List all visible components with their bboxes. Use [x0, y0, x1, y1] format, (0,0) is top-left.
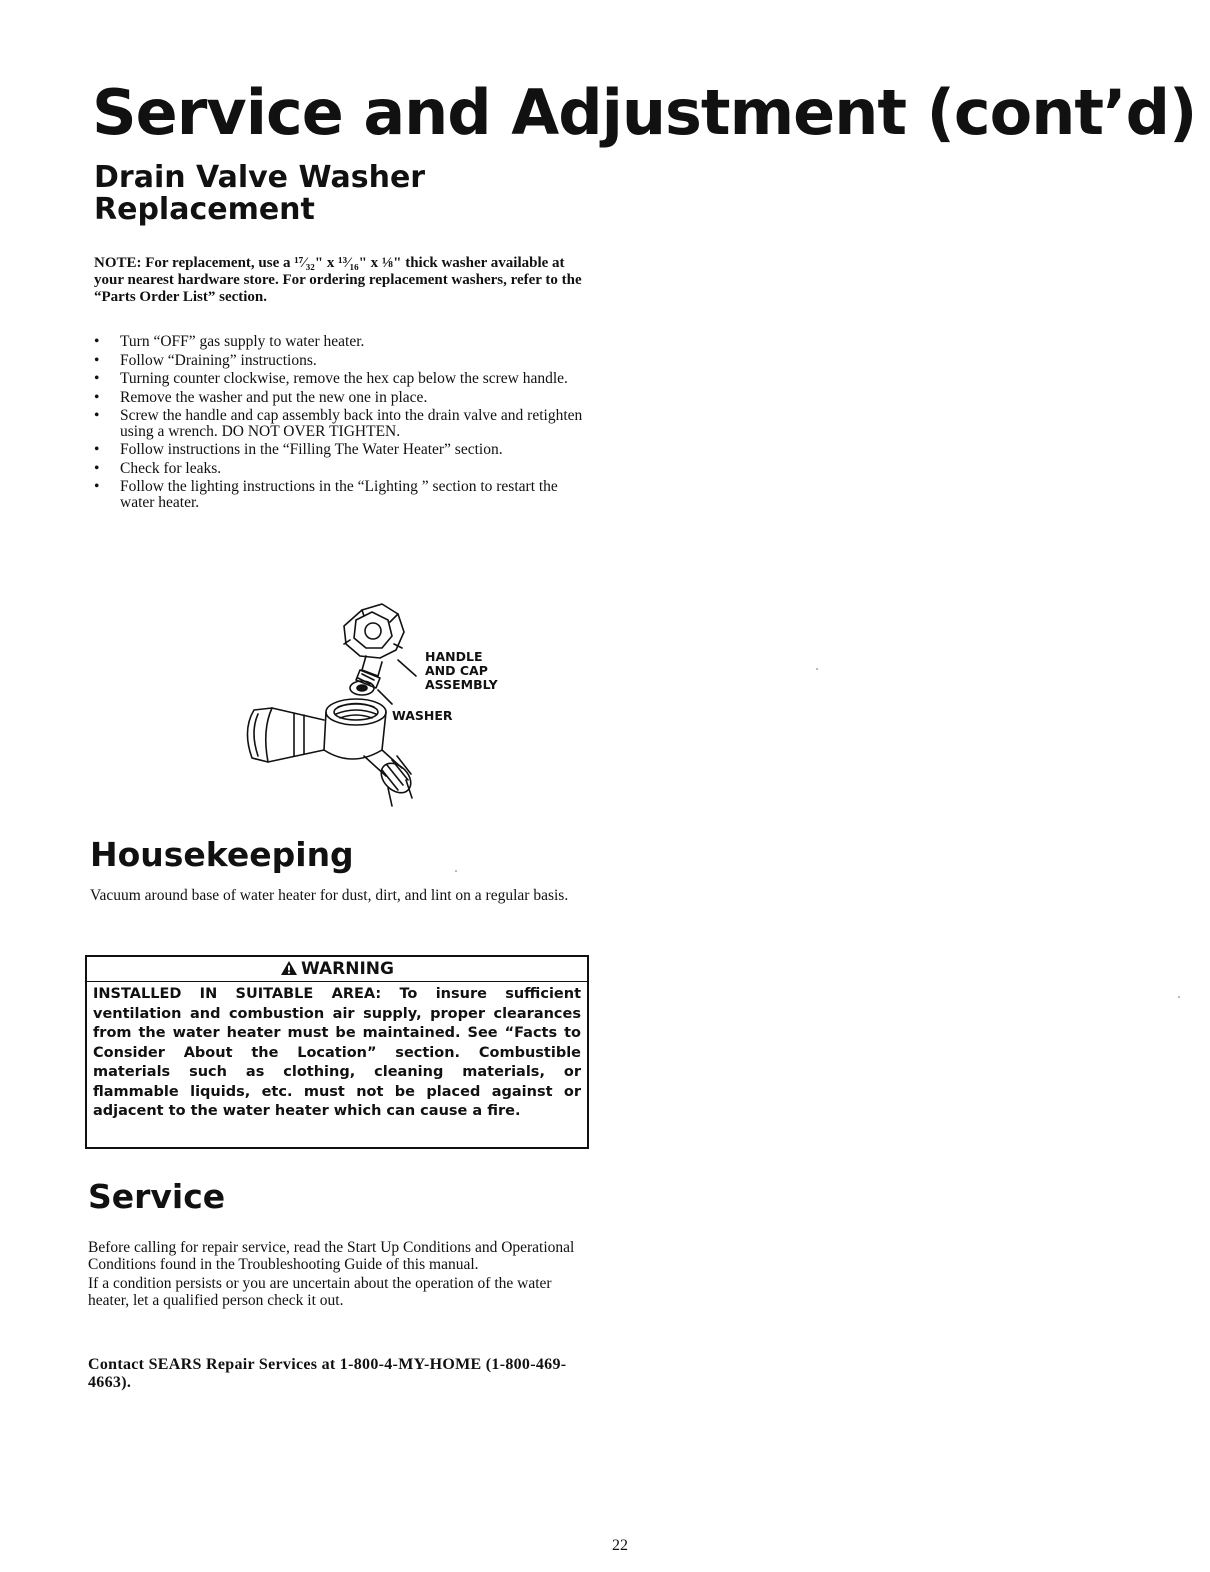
step-item: • Remove the washer and put the new one in place.: [94, 390, 596, 406]
handle-leader-line: [398, 660, 416, 676]
scan-speck: [816, 668, 818, 670]
warning-box: [85, 955, 589, 1149]
replacement-steps-list: [94, 334, 596, 513]
step-item: • Follow the lighting instructions in the “Lighting ” section to restart the water heater.: [94, 479, 596, 510]
step-item: • Screw the handle and cap assembly back into the drain valve and retighten using a wrench. DO NOT OVER TIGHTEN.: [94, 408, 596, 439]
step-item: • Check for leaks.: [94, 461, 596, 477]
service-paragraph-2: If a condition persists or you are uncertain about the operation of the water heater, let a qualified person check it out.: [88, 1275, 552, 1309]
step-item: • Follow instructions in the “Filling The Water Heater” section.: [94, 442, 596, 458]
step-item: • Turn “OFF” gas supply to water heater.: [94, 334, 596, 350]
page-number: 22: [612, 1537, 628, 1554]
step-item: • Turning counter clockwise, remove the hex cap below the screw handle.: [94, 371, 596, 387]
callout-handle-line1: HANDLE: [425, 649, 483, 664]
drain-valve-heading: [94, 162, 425, 225]
warning-text: INSTALLED IN SUITABLE AREA: To insure sufficient ventilation and combustion air supply, proper clearances from the water heater must be maintained. See “Facts to Consider About the Location” section. Combustible materials such as clothing, cleaning materials, or flammable liquids, etc. must not be placed against or adjacent to the water heater which can cause a fire.: [93, 986, 581, 1119]
housekeeping-text: Vacuum around base of water heater for dust, dirt, and lint on a regular basis.: [90, 887, 569, 904]
service-heading: Service: [88, 1177, 226, 1216]
washer-leader-line: [378, 690, 392, 704]
step-item: • Follow “Draining” instructions.: [94, 353, 596, 369]
warning-header: [87, 957, 587, 982]
drain-valve-illustration: [232, 600, 552, 810]
warning-triangle-icon: [280, 960, 298, 976]
housekeeping-heading: Housekeeping: [90, 835, 354, 874]
drain-valve-heading-line1: Drain Valve Washer: [94, 160, 426, 195]
callout-washer: WASHER: [392, 708, 453, 723]
drain-valve-heading-line2: Replacement: [94, 191, 315, 227]
callout-handle-line2: AND CAP: [425, 663, 488, 678]
warning-label: WARNING: [301, 959, 394, 979]
handle-stem: [356, 656, 382, 688]
scan-speck: [455, 870, 457, 872]
replacement-note: NOTE: For replacement, use a ¹⁷⁄₃₂" x ¹³⁄₁₆" x ⅛" thick washer available at your nearest hardware store. For ordering replacement washers, refer to the “Parts Order List” section.: [94, 255, 582, 305]
sears-contact: Contact SEARS Repair Services at 1-800-4-MY-HOME (1-800-469-4663).: [88, 1356, 567, 1391]
handle-knob: [344, 604, 404, 658]
callout-handle-line3: ASSEMBLY: [425, 677, 498, 692]
scan-speck: [1178, 996, 1180, 998]
page-title: Service and Adjustment (cont’d): [92, 76, 1197, 149]
callout-handle-and-cap: [425, 650, 498, 692]
service-text: [88, 1240, 590, 1312]
service-paragraph-1: Before calling for repair service, read the Start Up Conditions and Operational Conditions found in the Troubleshooting Guide of this manual.: [88, 1239, 575, 1273]
